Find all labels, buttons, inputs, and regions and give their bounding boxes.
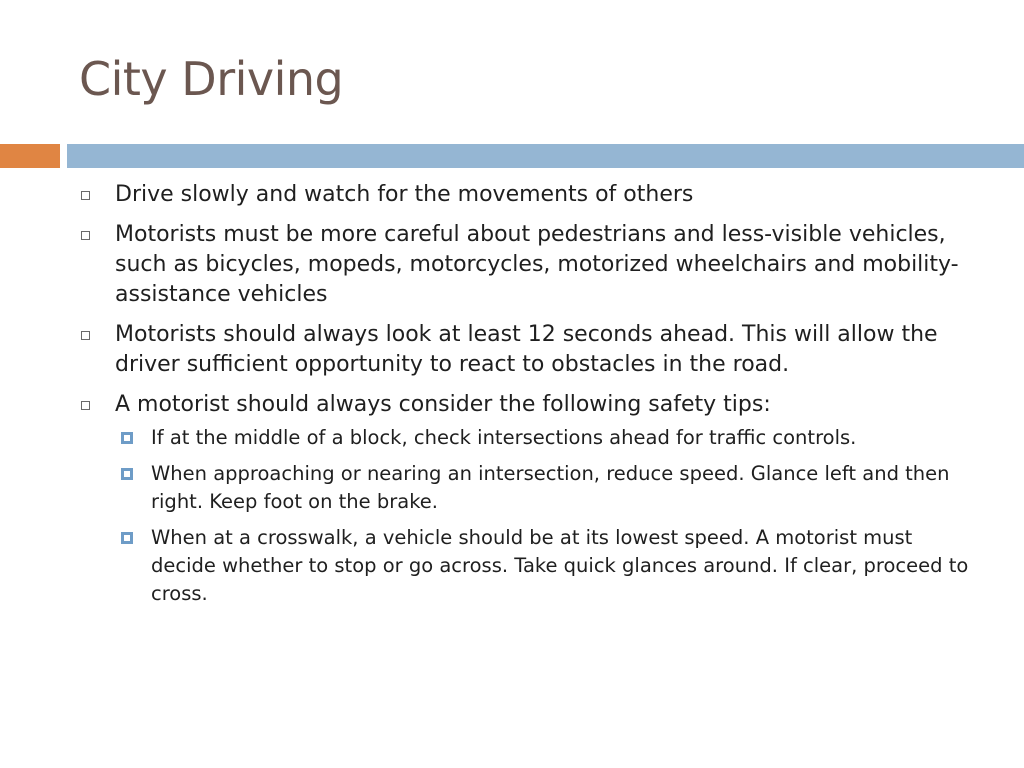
bullet-item xyxy=(0,320,1024,380)
header-band-orange xyxy=(0,144,60,168)
sub-bullet-item xyxy=(0,424,1024,452)
hollow-square-bullet-icon xyxy=(81,401,90,410)
sub-bullet-item xyxy=(0,524,1024,608)
square-sub-bullet-icon xyxy=(121,432,133,444)
slide-title: City Driving xyxy=(79,52,344,106)
bullet-item xyxy=(0,180,1024,210)
hollow-square-bullet-icon xyxy=(81,231,90,240)
hollow-square-bullet-icon xyxy=(81,331,90,340)
square-sub-bullet-icon xyxy=(121,532,133,544)
bullet-text: Motorists must be more careful about pedestrians and less-visible vehicles, such as bicycles, mopeds, motorcycles, motorized wheelchairs and mobility-assistance vehicles xyxy=(115,222,959,307)
bullet-list xyxy=(0,180,1024,616)
bullet-text: Motorists should always look at least 12 seconds ahead. This will allow the driver sufficient opportunity to react to obstacles in the road. xyxy=(115,322,938,377)
bullet-text: Drive slowly and watch for the movements of others xyxy=(115,182,694,207)
bullet-item xyxy=(0,390,1024,420)
sub-bullet-item xyxy=(0,460,1024,516)
bullet-text: A motorist should always consider the following safety tips: xyxy=(115,392,771,417)
sub-bullet-text: If at the middle of a block, check intersections ahead for traffic controls. xyxy=(151,426,857,449)
sub-bullet-text: When at a crosswalk, a vehicle should be at its lowest speed. A motorist must decide whether to stop or go across. Take quick glances around. If clear, proceed to cross. xyxy=(151,526,969,605)
hollow-square-bullet-icon xyxy=(81,191,90,200)
bullet-item xyxy=(0,220,1024,310)
square-sub-bullet-icon xyxy=(121,468,133,480)
sub-bullet-list xyxy=(0,424,1024,608)
header-band-blue xyxy=(67,144,1024,168)
sub-bullet-text: When approaching or nearing an intersection, reduce speed. Glance left and then right. Keep foot on the brake. xyxy=(151,462,950,513)
